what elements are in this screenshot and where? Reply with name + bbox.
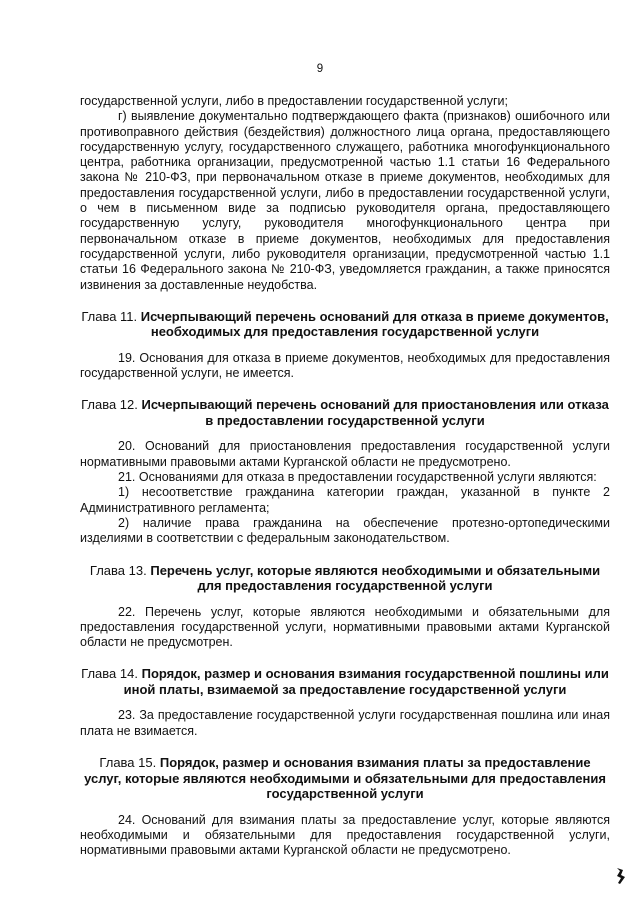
paragraph: г) выявление документально подтверждающего факта (признаков) ошибочного или противоправного действия (бездействия) должностного лица органа, предоставляющего государственную услугу, государственного служащего, работника многофункционального центра, работника организации, предусмотренной частью 1.1 статьи 16 Федерального закона № 210-ФЗ, при первоначальном отказе в приеме документов, необходимых для предоставления государственной услуги, либо в предоставлении государственной услуги, о чем в письменном виде за подписью руководителя органа, предоставляющего государственную услугу, руководителя многофункционального центра при первоначальном отказе в приеме документов, необходимых для предоставления государственной услуги, либо руководителя организации, предусмотренной частью 1.1 статьи 16 Федерального закона № 210-ФЗ, уведомляется гражданин, а также приносятся извинения за доставленные неудобства. (80, 109, 610, 292)
paragraph: государственной услуги, либо в предоставлении государственной услуги; (80, 94, 508, 108)
chapter-label: Глава 13. (89, 562, 147, 578)
page-number: 9 (316, 63, 324, 75)
chapter-label: Глава 15. (99, 755, 157, 771)
chapter-13-heading (80, 563, 610, 594)
paragraph: 1) несоответствие гражданина категории граждан, указанной в пункте 2 Административного регламента; (80, 485, 610, 515)
chapter-title: Исчерпывающий перечень оснований для отказа в приеме документов, необходимых для предоставления государственной услуги (140, 308, 609, 340)
paragraph: 24. Оснований для взимания платы за предоставление услуг, которые являются необходимыми и обязательными для предоставления государственной услуги, нормативными правовыми актами Курганской области не предусмотрено. (80, 812, 610, 858)
chapter-title: Исчерпывающий перечень оснований для приостановления или отказа в предоставлении государственной услуги (141, 397, 609, 428)
chapter-14-heading (80, 666, 610, 697)
chapter-label: Глава 12. (81, 397, 138, 413)
chapter-12-heading (80, 397, 610, 428)
chapter-title: Порядок, размер и основания взимания платы за предоставление услуг, которые являются необходимыми и обязательными для предоставления государственной услуги (84, 755, 606, 802)
document-body (80, 94, 610, 858)
chapter-11-heading (80, 309, 610, 340)
ink-mark-icon (614, 866, 628, 886)
chapter-15-heading (80, 755, 610, 802)
chapter-label: Глава 14. (81, 666, 138, 682)
paragraph: 2) наличие права гражданина на обеспечение протезно-ортопедическими изделиями в соответствии с федеральным законодательством. (80, 515, 610, 546)
chapter-title: Порядок, размер и основания взимания государственной пошлины или иной платы, взимаемой за предоставление государственной услуги (123, 666, 609, 697)
paragraph: 22. Перечень услуг, которые являются необходимыми и обязательными для предоставления государственной услуги, нормативными правовыми актами Курганской области не предусмотрен. (80, 604, 610, 650)
chapter-title: Перечень услуг, которые являются необходимыми и обязательными для предоставления государственной услуги (150, 562, 601, 594)
paragraph: 23. За предоставление государственной услуги государственная пошлина или иная плата не взимается. (80, 708, 610, 738)
chapter-label: Глава 11. (81, 308, 138, 324)
paragraph: 21. Основаниями для отказа в предоставлении государственной услуги являются: (118, 470, 597, 485)
paragraph: 20. Оснований для приостановления предоставления государственной услуги нормативными правовыми актами Курганской области не предусмотрено. (80, 439, 610, 469)
paragraph: 19. Основания для отказа в приеме документов, необходимых для предоставления государственной услуги, не имеется. (80, 350, 610, 381)
